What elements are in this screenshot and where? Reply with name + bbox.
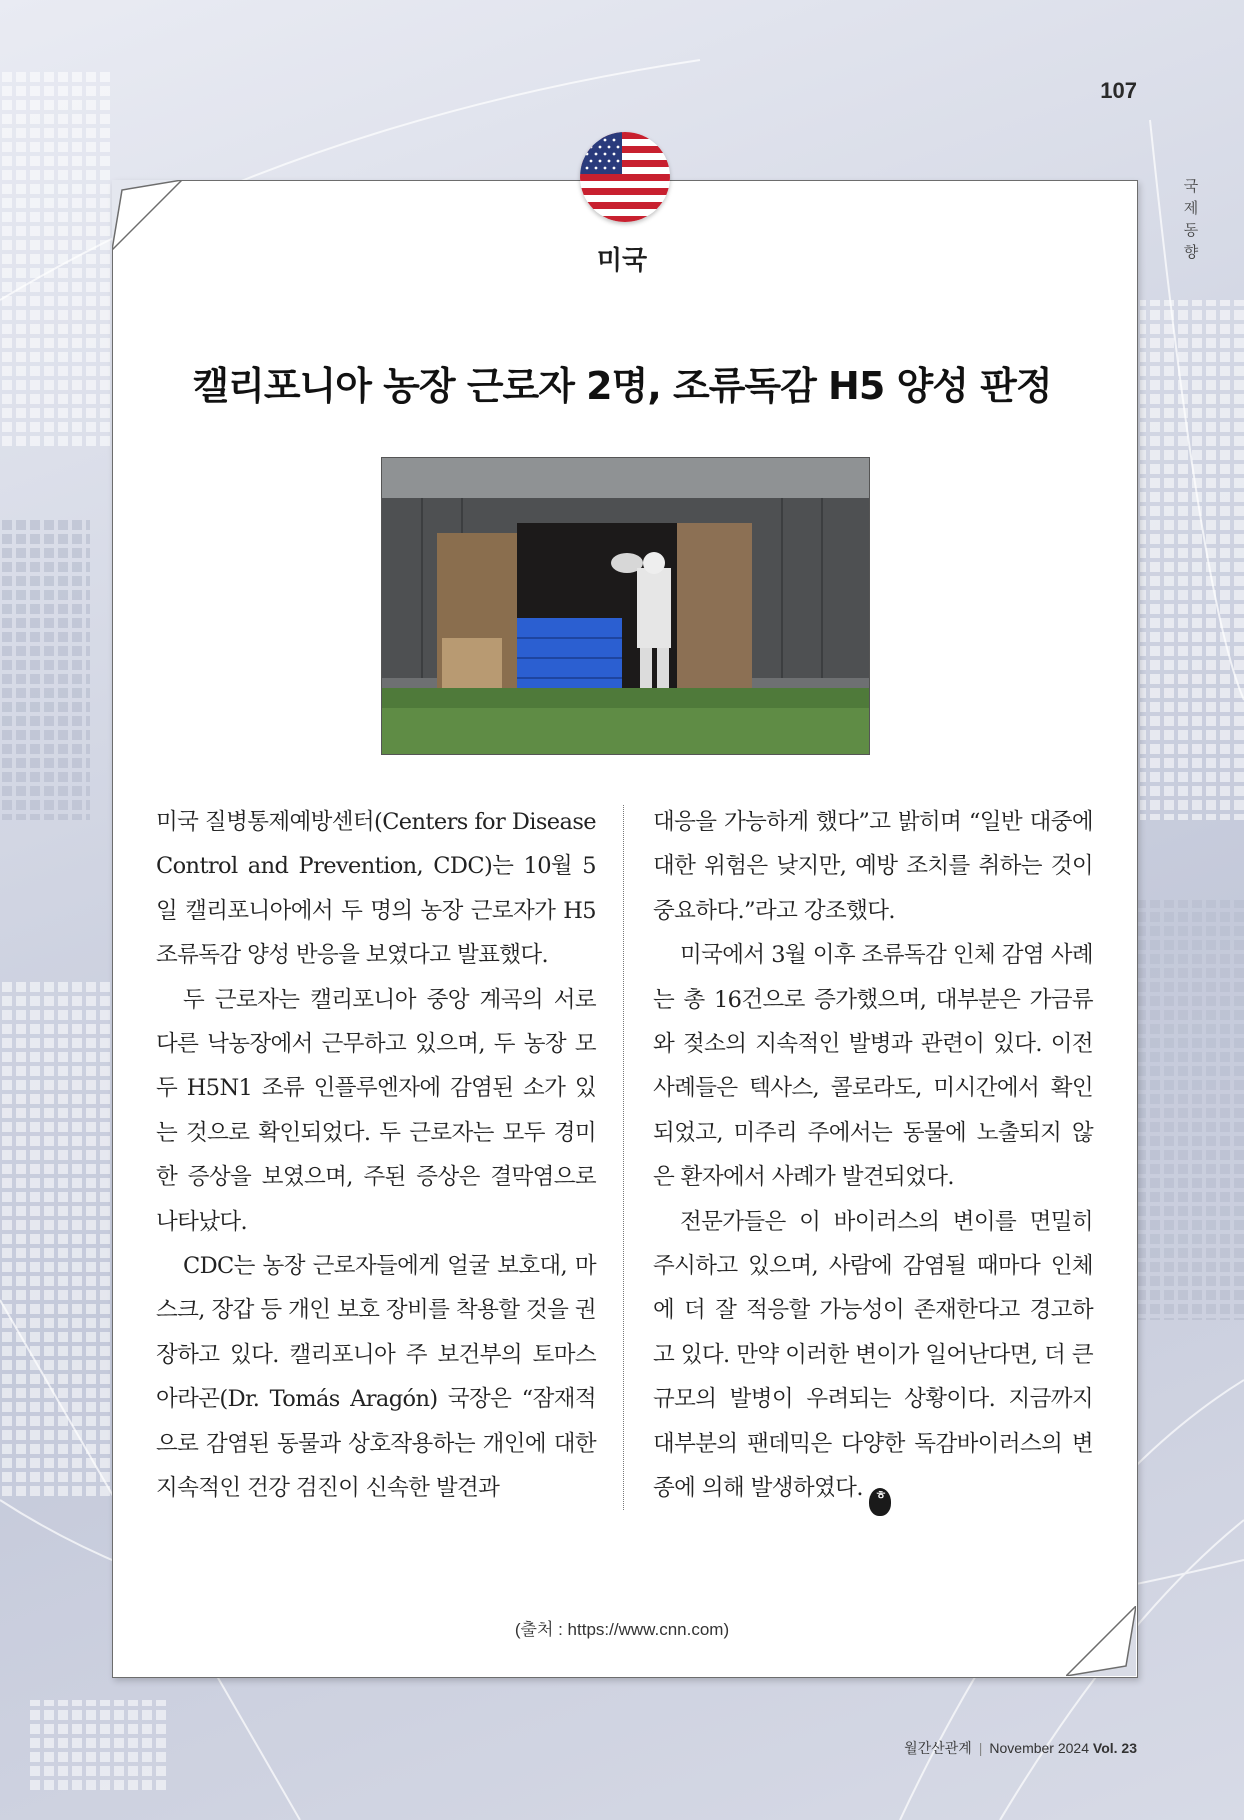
us-flag-icon: [580, 132, 670, 222]
article-right-column: [653, 800, 1093, 1516]
issue-date: November 2024: [989, 1740, 1090, 1756]
paragraph: 대응을 가능하게 했다”고 밝히며 “일반 대중에 대한 위험은 낮지만, 예방 조치를 취하는 것이 중요하다.”라고 강조했다.: [653, 809, 1093, 924]
paragraph: 미국 질병통제예방센터(Centers for Disease Control and Prevention, CDC)는 10월 5일 캘리포니아에서 두 명의 농장 근로자가 H5 조류독감 양성 반응을 보였다고 발표했다.: [156, 809, 596, 969]
column-divider: [623, 805, 624, 1510]
page-number: 107: [1100, 78, 1137, 103]
paragraph-text: 전문가들은 이 바이러스의 변이를 면밀히 주시하고 있으며, 사람에 감염될 때마다 인체에 더 잘 적응할 가능성이 존재한다고 경고하고 있다. 만약 이러한 변이가 일어난다면, 더 큰 규모의 발병이 우려되는 상황이다. 지금까지 대부분의 팬데믹은 다양한 독감바이러스의 변종에 의해 발생하였다.: [653, 1208, 1093, 1502]
paragraph: 두 근로자는 캘리포니아 중앙 계곡의 서로 다른 낙농장에서 근무하고 있으며, 두 농장 모두 H5N1 조류 인플루엔자에 감염된 소가 있는 것으로 확인되었다. 두 근로자는 모두 경미한 증상을 보였으며, 주된 증상은 결막염으로 나타났다.: [156, 986, 596, 1235]
paragraph: CDC는 농장 근로자들에게 얼굴 보호대, 마스크, 장갑 등 개인 보호 장비를 착용할 것을 권장하고 있다. 캘리포니아 주 보건부의 토마스 아라곤(Dr. Tomás Aragón) 국장은 “잠재적으로 감염된 동물과 상호작용하는 개인에 대한 지속적인 건강 검진이 신속한 발견과: [156, 1253, 596, 1502]
farm-worker-holding-bird-photo: [381, 457, 870, 755]
footer-separator: |: [978, 1740, 983, 1756]
paragraph: 미국에서 3월 이후 조류독감 인체 감염 사례는 총 16건으로 증가했으며, 대부분은 가금류와 젖소의 지속적인 발병과 관련이 있다. 이전 사례들은 텍사스, 콜로라도, 미시간에서 확인되었고, 미주리 주에서는 동물에 노출되지 않은 환자에서 사례가 발견되었다.: [653, 942, 1093, 1191]
issue-volume: Vol. 23: [1092, 1740, 1137, 1756]
country-label: 미국: [596, 246, 648, 276]
source-citation: (출처 : https://www.cnn.com): [514, 1620, 730, 1639]
section-side-label: 국제 동향: [1183, 177, 1199, 261]
article-left-column: [156, 800, 596, 1511]
end-of-article-icon: ㅎ: [869, 1488, 891, 1516]
page-footer: [904, 1738, 1137, 1758]
article-headline: 캘리포니아 농장 근로자 2명, 조류독감 H5 양성 판정: [192, 364, 1052, 408]
paragraph: [653, 1200, 1093, 1516]
magazine-name: 월간산관계: [904, 1740, 972, 1756]
